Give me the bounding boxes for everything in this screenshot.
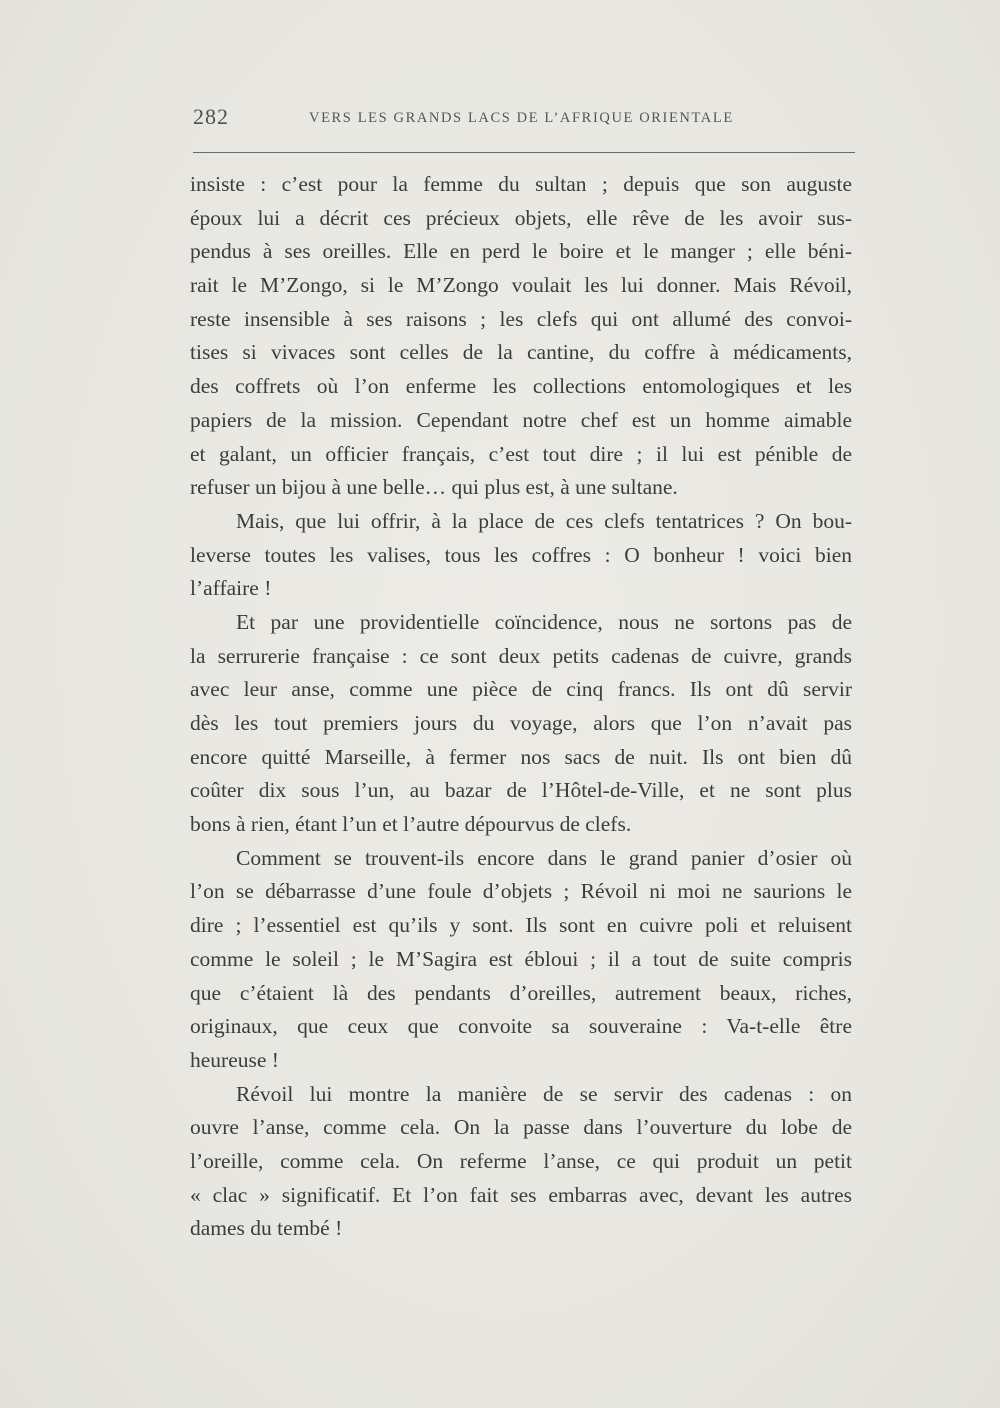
text-line: reste insensible à ses raisons ; les clefs qui ont allumé des convoi- [190, 306, 852, 331]
text-line: papiers de la mission. Cependant notre chef est un homme aimable [190, 407, 852, 432]
text-line: bons à rien, étant l’un et l’autre dépourvus de clefs. [190, 812, 632, 837]
text-line: ouvre l’anse, comme cela. On la passe dans l’ouverture du lobe de [190, 1115, 852, 1140]
text-line: pendus à ses oreilles. Elle en perd le boire et le manger ; elle béni- [190, 239, 852, 264]
text-line: Mais, que lui offrir, à la place de ces clefs tentatrices ? On bou- [236, 508, 852, 533]
text-line: « clac » significatif. Et l’on fait ses embarras avec, devant les autres [190, 1182, 852, 1207]
text-line: tises si vivaces sont celles de la cantine, du coffre à médicaments, [190, 340, 852, 365]
text-line: coûter dix sous l’un, au bazar de l’Hôtel-de-Ville, et ne sont plus [190, 778, 852, 803]
text-line: leverse toutes les valises, tous les coffres : O bonheur ! voici bien [190, 542, 852, 567]
text-line: Et par une providentielle coïncidence, nous ne sortons pas de [236, 609, 852, 634]
text-line: Révoil lui montre la manière de se servir des cadenas : on [236, 1081, 852, 1106]
text-line: comme le soleil ; le M’Sagira est ébloui ; il a tout de suite compris [190, 946, 852, 971]
text-line: dès les tout premiers jours du voyage, alors que l’on n’avait pas [190, 711, 852, 735]
text-line: l’on se débarrasse d’une foule d’objets ; Révoil ni moi ne saurions le [190, 879, 852, 904]
text-line: l’oreille, comme cela. On referme l’anse, ce qui produit un petit [190, 1148, 852, 1173]
text-line: insiste : c’est pour la femme du sultan ; depuis que son auguste [190, 172, 852, 196]
text-line: époux lui a décrit ces précieux objets, elle rêve de les avoir sus- [190, 205, 852, 230]
text-line: et galant, un officier français, c’est tout dire ; il lui est pénible de [190, 441, 852, 466]
text-line: refuser un bijou à une belle… qui plus est, à une sultane. [190, 475, 678, 500]
header-rule [193, 152, 855, 153]
running-title: VERS LES GRANDS LACS DE L’AFRIQUE ORIENTALE [309, 110, 734, 126]
text-line: des coffrets où l’on enferme les collections entomologiques et les [190, 374, 852, 399]
body-text [190, 168, 852, 1246]
text-line: l’affaire ! [190, 576, 272, 601]
text-line: que c’étaient là des pendants d’oreilles, autrement beaux, riches, [190, 980, 852, 1005]
text-line: la serrurerie française : ce sont deux petits cadenas de cuivre, grands [190, 643, 852, 668]
page-number: 282 [193, 104, 229, 129]
text-line: originaux, que ceux que convoite sa souveraine : Va-t-elle être [190, 1014, 852, 1039]
text-line: Comment se trouvent-ils encore dans le grand panier d’osier où [236, 845, 852, 870]
text-line: rait le M’Zongo, si le M’Zongo voulait les lui donner. Mais Révoil, [190, 273, 852, 298]
text-line: heureuse ! [190, 1047, 279, 1072]
text-line: encore quitté Marseille, à fermer nos sacs de nuit. Ils ont bien dû [190, 744, 852, 769]
page-header [193, 104, 853, 134]
text-line: dames du tembé ! [190, 1216, 343, 1241]
text-line: avec leur anse, comme une pièce de cinq francs. Ils ont dû servir [190, 677, 852, 702]
text-line: dire ; l’essentiel est qu’ils y sont. Ils sont en cuivre poli et reluisent [190, 913, 852, 938]
